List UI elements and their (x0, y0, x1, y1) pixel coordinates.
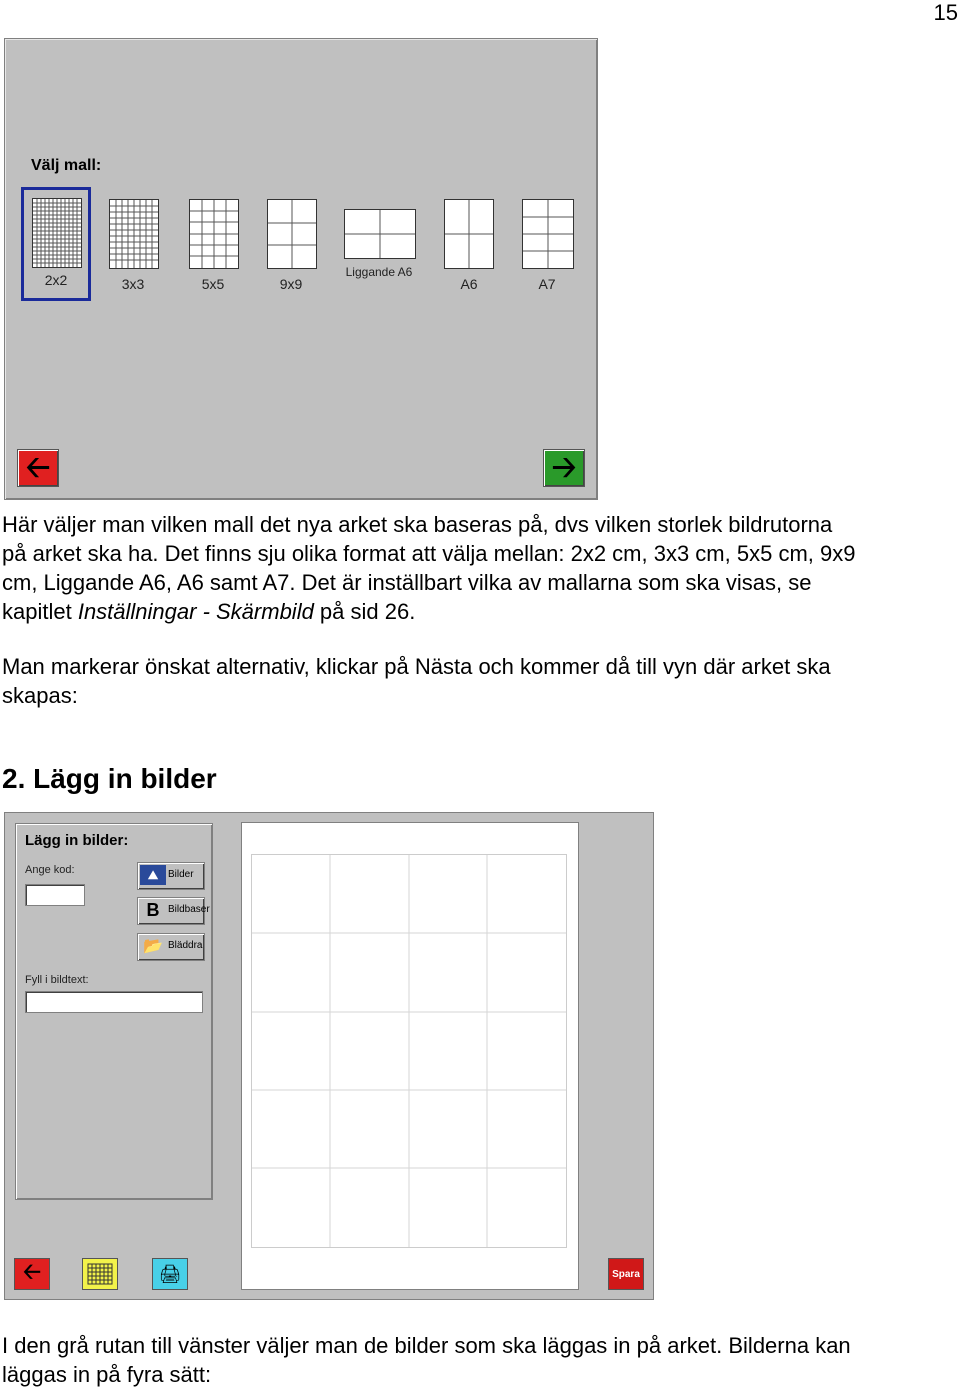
button-label: Bilder (168, 869, 194, 880)
picture-bases-button[interactable] (137, 897, 210, 925)
template-liggande-a6[interactable] (339, 196, 419, 304)
caption-input[interactable] (25, 991, 203, 1013)
template-label: A7 (538, 276, 556, 292)
text-line: Man markerar önskat alternativ, klickar på Nästa och kommer då till vyn där arket ska (2, 654, 831, 679)
template-label: 5x5 (201, 276, 225, 292)
panel-title: Lägg in bilder: (25, 832, 129, 849)
template-selection-screen (4, 38, 598, 500)
folder-icon: 📂 (143, 938, 163, 955)
screen-title: Välj mall: (31, 157, 102, 174)
template-a6[interactable] (441, 196, 497, 304)
grid-preview-icon (32, 198, 82, 268)
template-5x5[interactable] (185, 196, 241, 304)
add-pictures-panel (15, 823, 213, 1200)
printer-icon: 🖨 (158, 1263, 182, 1284)
code-input[interactable] (25, 884, 85, 906)
code-label: Ange kod: (25, 864, 75, 876)
add-pictures-screen (4, 812, 654, 1300)
text-line: skapas: (2, 683, 78, 708)
button-label: Bläddra (168, 940, 203, 951)
sheet-grid (251, 854, 567, 1248)
text-line: cm, Liggande A6, A6 samt A7. Det är inställbart vilka av mallarna som ska visas, se (2, 570, 812, 595)
grid-preview-icon (109, 199, 159, 269)
settings-reference: Inställningar - Skärmbild (77, 599, 314, 624)
arrow-right-icon: 🡢 (551, 451, 577, 484)
text-line: I den grå rutan till vänster väljer man de bilder som ska läggas in på arket. Bilderna kan (2, 1333, 851, 1358)
button-label: Bildbaser (168, 904, 210, 915)
text-line: på arket ska ha. Det finns sju olika format att välja mellan: 2x2 cm, 3x3 cm, 5x5 cm, 9x9 (2, 541, 856, 566)
template-label: Liggande A6 (345, 265, 413, 279)
browse-button[interactable] (137, 933, 205, 961)
grid-preview-icon (189, 199, 239, 269)
bold-b-icon: B (146, 899, 160, 920)
grid-preview-icon (522, 199, 574, 269)
print-button[interactable] (152, 1258, 188, 1290)
template-3x3[interactable] (105, 196, 161, 304)
template-label: 3x3 (121, 276, 145, 292)
template-label: 9x9 (279, 276, 303, 292)
text-span: på sid 26. (313, 599, 416, 624)
template-a7[interactable] (519, 196, 575, 304)
template-label: A6 (460, 276, 478, 292)
text-line: läggas in på fyra sätt: (2, 1362, 212, 1387)
back-button[interactable] (17, 449, 59, 487)
template-9x9[interactable] (263, 196, 319, 304)
template-label: 2x2 (44, 272, 68, 288)
text-span: kapitlet (2, 599, 78, 624)
caption-label: Fyll i bildtext: (25, 974, 89, 986)
text-line (2, 597, 958, 626)
pictures-icon: ⛰ (140, 865, 166, 885)
grid-preview-icon (267, 199, 317, 269)
text-line: Här väljer man vilken mall det nya arket ska baseras på, dvs vilken storlek bildrutorna (2, 512, 833, 537)
page-number: 15 (933, 0, 958, 25)
template-2x2[interactable] (21, 187, 91, 301)
save-button[interactable]: Spara (608, 1258, 644, 1290)
paragraph-next (2, 652, 958, 710)
arrow-left-icon: 🡠 (23, 1259, 41, 1284)
sheet-preview (241, 822, 579, 1290)
next-button[interactable] (543, 449, 585, 487)
arrow-left-icon: 🡠 (25, 451, 51, 484)
back-button[interactable] (14, 1258, 50, 1290)
grid-button[interactable] (82, 1258, 118, 1290)
paragraph-add-pictures (2, 1331, 958, 1389)
section-heading: 2. Lägg in bilder (2, 763, 217, 794)
pictures-button[interactable] (137, 862, 205, 890)
paragraph-templates (2, 510, 958, 626)
grid-preview-icon (444, 199, 494, 269)
grid-icon (87, 1263, 113, 1285)
grid-preview-icon (344, 209, 416, 259)
